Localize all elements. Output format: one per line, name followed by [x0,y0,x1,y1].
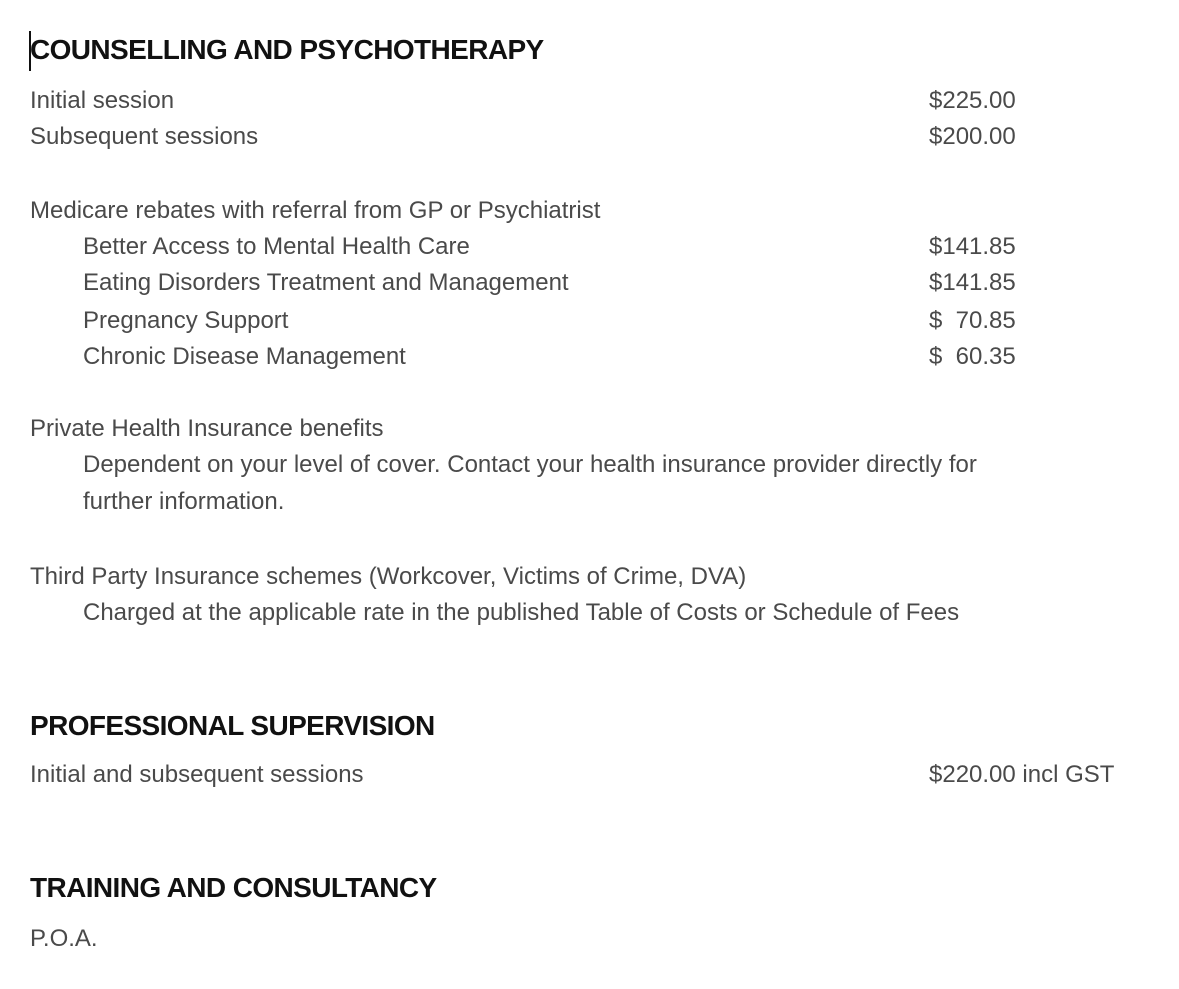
document-page [30,0,1160,989]
medicare-item-price: $141.85 [929,269,1016,296]
third-party-heading: Third Party Insurance schemes (Workcover, Victims of Crime, DVA) [30,563,747,590]
initial-session-price: $225.00 [929,87,1016,114]
training-text: P.O.A. [30,925,98,952]
medicare-item-label: Eating Disorders Treatment and Management [83,269,569,296]
medicare-item-price: $ 60.35 [929,343,1016,370]
medicare-item-price: $ 70.85 [929,307,1016,334]
medicare-item-price: $141.85 [929,233,1016,260]
subsequent-sessions-price: $200.00 [929,123,1016,150]
supervision-heading: PROFESSIONAL SUPERVISION [30,710,435,741]
medicare-heading: Medicare rebates with referral from GP or Psychiatrist [30,197,601,224]
training-heading: TRAINING AND CONSULTANCY [30,872,437,903]
medicare-item-label: Pregnancy Support [83,307,289,334]
third-party-text: Charged at the applicable rate in the published Table of Costs or Schedule of Fees [83,599,960,626]
medicare-item-label: Chronic Disease Management [83,343,406,370]
private-health-text-line2: further information. [83,488,285,515]
supervision-label: Initial and subsequent sessions [30,761,364,788]
counselling-heading: COUNSELLING AND PSYCHOTHERAPY [30,34,544,65]
private-health-text-line1: Dependent on your level of cover. Contact your health insurance provider directly for [83,451,977,478]
initial-session-label: Initial session [30,87,175,114]
medicare-item-label: Better Access to Mental Health Care [83,233,470,260]
private-health-heading: Private Health Insurance benefits [30,415,384,442]
subsequent-sessions-label: Subsequent sessions [30,123,259,150]
supervision-price: $220.00 incl GST [929,761,1115,788]
